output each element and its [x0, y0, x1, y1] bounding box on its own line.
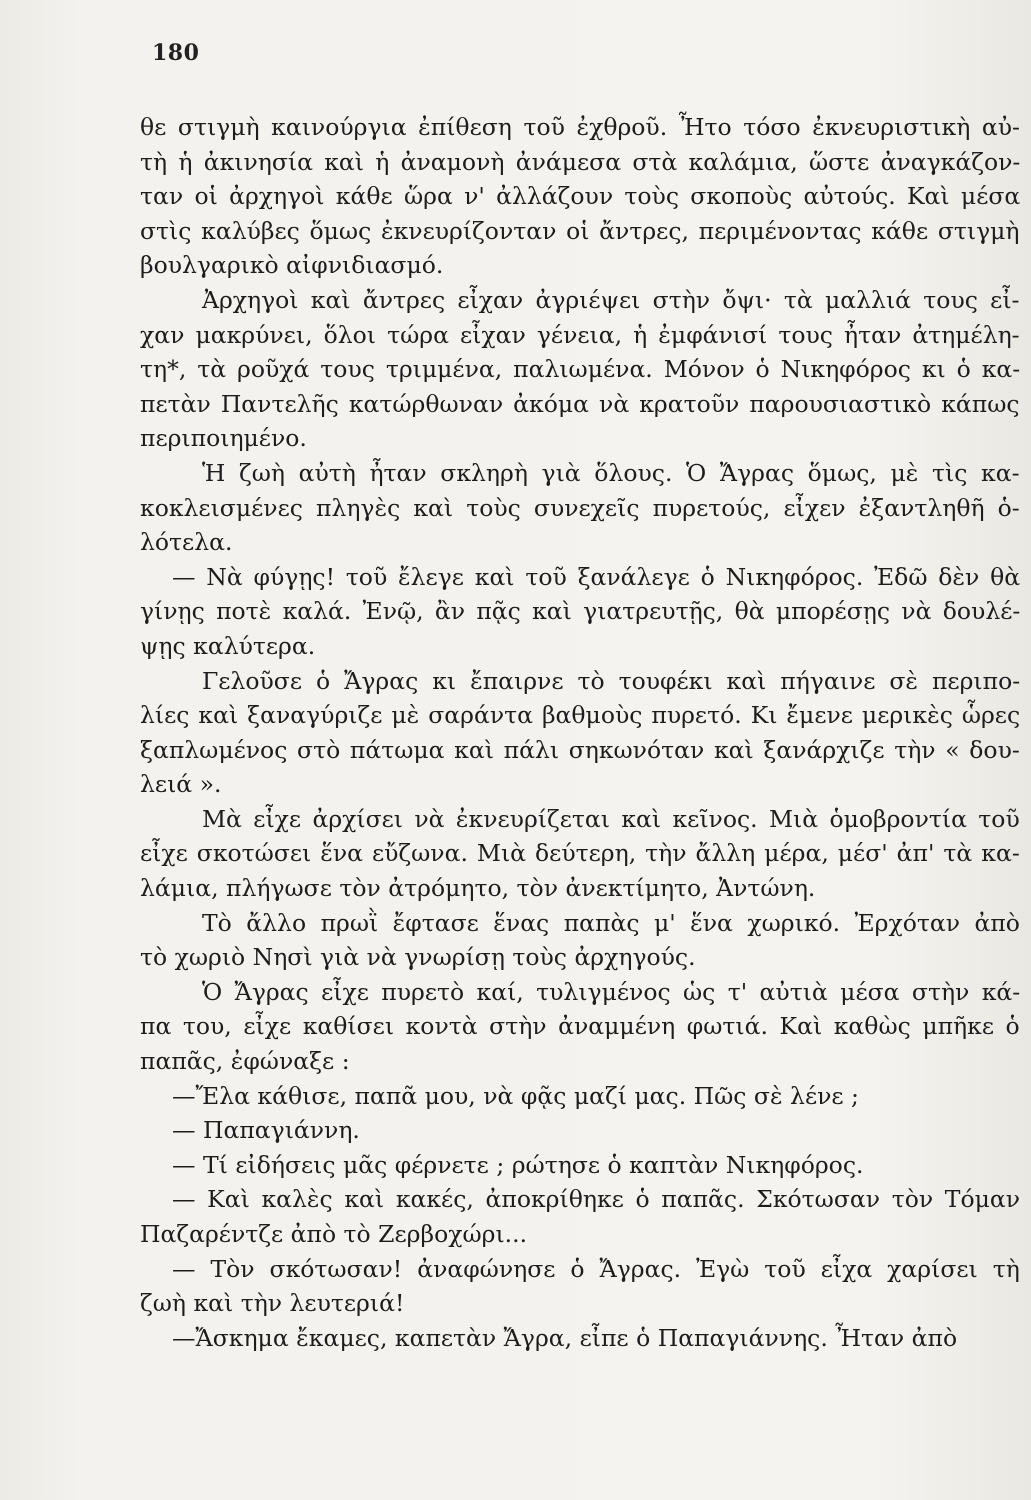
text-line: Γελοῦσε ὁ Ἄγρας κι ἔπαιρνε τὸ τουφέκι καὶ πήγαινε σὲ περιπο- — [202, 666, 1021, 695]
text-line: λάμια, πλήγωσε τὸν ἀτρόμητο, τὸν ἀνεκτίμητο, Ἀντώνη. — [140, 874, 816, 903]
paragraph — [140, 1113, 1020, 1148]
paragraph — [140, 664, 1020, 802]
paragraph — [140, 975, 1020, 1079]
text-line: εἶχε σκοτώσει ἕνα εὔζωνα. Μιὰ δεύτερη, τὴν ἄλλη μέρα, μέσ' ἀπ' τὰ κα- — [140, 839, 1020, 868]
paragraph — [140, 560, 1020, 664]
body-text — [140, 110, 1020, 1355]
paragraph — [140, 1079, 1020, 1114]
text-line: κοκλεισμένες πληγὲς καὶ τοὺς συνεχεῖς πυρετούς, εἶχεν ἐξαντληθῆ ὁ- — [140, 493, 1020, 522]
text-line: τὴ ἡ ἀκινησία καὶ ἡ ἀναμονὴ ἀνάμεσα στὰ καλάμια, ὥστε ἀναγκάζον- — [140, 147, 1021, 176]
text-line: Μὰ εἶχε ἀρχίσει νὰ ἐκνευρίζεται καὶ κεῖνος. Μιὰ ὁμοβροντία τοῦ — [202, 804, 1020, 833]
text-line: Τὸ ἄλλο πρωῒ ἔφτασε ἕνας παπὰς μ' ἕνα χωρικό. Ἐρχόταν ἀπὸ — [202, 908, 1020, 937]
text-line: — Παπαγιάννη. — [172, 1116, 360, 1145]
page-number: 180 — [152, 40, 200, 66]
text-line: Ὁ Ἄγρας εἶχε πυρετὸ καί, τυλιγμένος ὡς τ' αὐτιὰ μέσα στὴν κά- — [202, 977, 1021, 1006]
paragraph — [140, 110, 1020, 283]
paragraph — [140, 906, 1020, 975]
paragraph — [140, 802, 1020, 906]
paragraph — [140, 1182, 1020, 1251]
text-line: χαν μακρύνει, ὅλοι τώρα εἶχαν γένεια, ἡ ἐμφάνισί τους ἦταν ἀτημέλη- — [140, 320, 1020, 349]
text-line: λίες καὶ ξαναγύριζε μὲ σαράντα βαθμοὺς πυρετό. Κι ἔμενε μερικὲς ὧρες — [140, 701, 1021, 730]
text-line: τη*, τὰ ροῦχά τους τριμμένα, παλιωμένα. Μόνον ὁ Νικηφόρος κι ὁ κα- — [140, 355, 1021, 384]
paragraph — [140, 456, 1020, 560]
text-line: ψῃς καλύτερα. — [140, 631, 316, 660]
text-line: λειά ». — [140, 770, 222, 799]
paragraph — [140, 1321, 1020, 1356]
text-line: τὸ χωριὸ Νησὶ γιὰ νὰ γνωρίσῃ τοὺς ἀρχηγούς. — [140, 943, 696, 972]
text-line: παπᾶς, ἐφώναξε : — [140, 1047, 350, 1076]
text-line: λότελα. — [140, 528, 233, 557]
paragraph — [140, 1148, 1020, 1183]
text-line: ξαπλωμένος στὸ πάτωμα καὶ πάλι σηκωνόταν καὶ ξανάρχιζε τὴν « δου- — [140, 735, 1020, 764]
text-line: — Τί εἰδήσεις μᾶς φέρνετε ; ρώτησε ὁ καπτὰν Νικηφόρος. — [172, 1150, 864, 1179]
text-line: — Καὶ καλὲς καὶ κακές, ἀποκρίθηκε ὁ παπᾶς. Σκότωσαν τὸν Τόμαν — [172, 1185, 1021, 1214]
text-line: πα του, εἶχε καθίσει κοντὰ στὴν ἀναμμένη φωτιά. Καὶ καθὼς μπῆκε ὁ — [140, 1012, 1020, 1041]
text-line: γίνῃς ποτὲ καλά. Ἐνῷ, ἂν πᾷς καὶ γιατρευτῇς, θὰ μπορέσῃς νὰ δουλέ- — [140, 597, 1021, 626]
paragraph — [140, 283, 1020, 456]
text-line: —Ἄσκημα ἔκαμες, καπετὰν Ἄγρα, εἶπε ὁ Παπαγιάννης. Ἦταν ἀπὸ — [172, 1323, 958, 1352]
text-line: — Τὸν σκότωσαν! ἀναφώνησε ὁ Ἄγρας. Ἐγὼ τοῦ εἶχα χαρίσει τὴ — [172, 1254, 1020, 1283]
text-line: —Ἔλα κάθισε, παπᾶ μου, νὰ φᾷς μαζί μας. Πῶς σὲ λένε ; — [172, 1081, 859, 1110]
text-line: πετὰν Παντελῆς κατώρθωναν ἀκόμα νὰ κρατοῦν παρουσιαστικὸ κάπως — [140, 389, 1020, 418]
text-line: Ἡ ζωὴ αὐτὴ ἦταν σκληρὴ γιὰ ὅλους. Ὁ Ἄγρας ὅμως, μὲ τὶς κα- — [202, 458, 1020, 487]
text-line: — Νὰ φύγῃς! τοῦ ἔλεγε καὶ τοῦ ξανάλεγε ὁ Νικηφόρος. Ἐδῶ δὲν θὰ — [172, 562, 1021, 591]
text-line: Παζαρέντζε ἀπὸ τὸ Ζερβοχώρι... — [140, 1220, 528, 1248]
text-line: ταν οἱ ἀρχηγοὶ κάθε ὥρα ν' ἀλλάζουν τοὺς σκοποὺς αὐτούς. Καὶ μέσα — [140, 182, 1021, 211]
paragraph — [140, 1252, 1020, 1321]
text-line: θε στιγμὴ καινούργια ἐπίθεση τοῦ ἐχθροῦ. Ἦτο τόσο ἐκνευριστικὴ αὐ- — [140, 113, 1020, 141]
text-line: ζωὴ καὶ τὴν λευτεριά! — [140, 1289, 405, 1318]
text-line: στὶς καλύβες ὅμως ἐκνευρίζονταν οἱ ἄντρες, περιμένοντας κάθε στιγμὴ — [140, 216, 1020, 245]
text-line: περιποιημένο. — [140, 424, 307, 453]
text-line: βουλγαρικὸ αἰφνιδιασμό. — [140, 251, 444, 280]
text-line: Ἀρχηγοὶ καὶ ἄντρες εἶχαν ἀγριέψει στὴν ὄψι· τὰ μαλλιά τους εἶ- — [202, 285, 1020, 314]
